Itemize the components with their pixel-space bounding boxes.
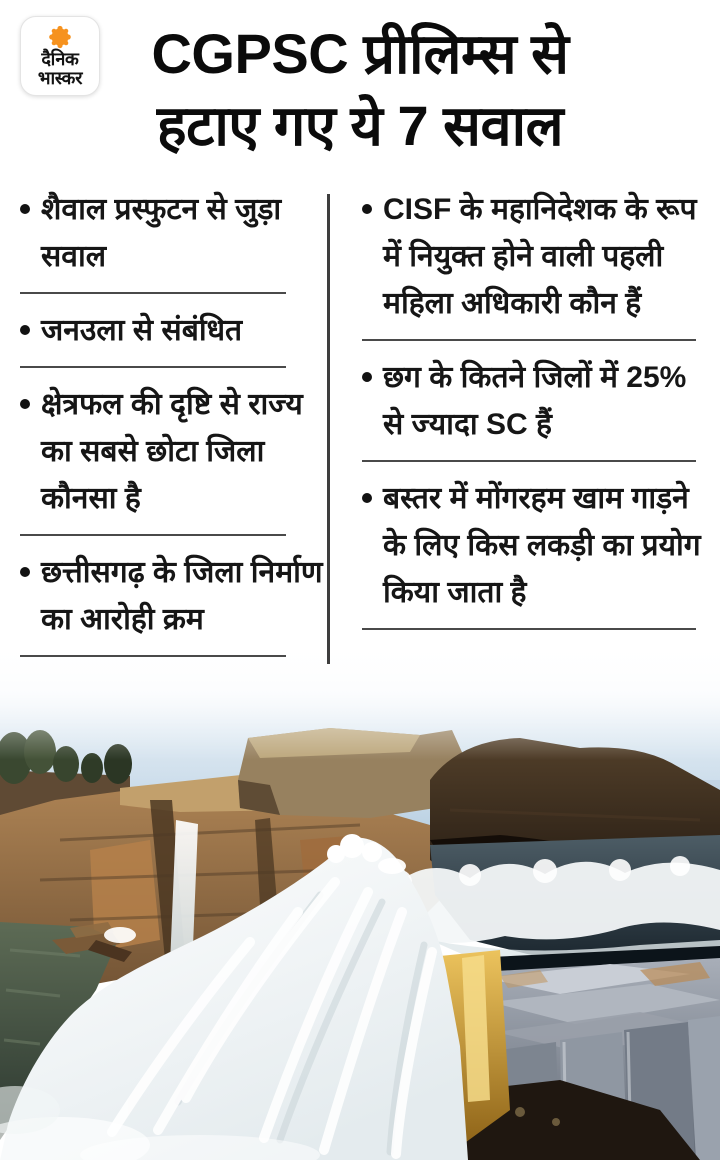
separator-line [362, 628, 696, 630]
question-item [362, 186, 702, 327]
question-text: जनउला से संबंधित [41, 314, 243, 347]
separator-line [20, 292, 286, 294]
title-line1: CGPSC प्रीलिम्स से [151, 22, 569, 85]
question-text: छत्तीसगढ़ के जिला निर्माण का आरोही क्रम [41, 556, 323, 636]
questions-column-left [20, 186, 326, 670]
bullet-icon [362, 372, 372, 382]
bullet-icon [20, 204, 30, 214]
logo-line1: दैनिक [41, 48, 79, 69]
question-text: CISF के महानिदेशक के रूप में नियुक्त होने वाली पहली महिला अधिकारी कौन हैं [383, 193, 697, 320]
question-text: छग के कितने जिलों में 25% से ज्यादा SC हैं [383, 361, 687, 441]
bullet-icon [362, 204, 372, 214]
waterfall-photo [0, 640, 720, 1160]
question-item [20, 549, 326, 643]
question-item [362, 354, 702, 448]
separator-line [20, 366, 286, 368]
question-item [362, 475, 702, 616]
question-item [20, 186, 326, 280]
bullet-icon [20, 567, 30, 577]
column-divider [327, 194, 330, 664]
dainik-bhaskar-logo [20, 16, 100, 96]
question-text: बस्तर में मोंगरहम खाम गाड़ने के लिए किस लकड़ी का प्रयोग किया जाता है [383, 482, 701, 609]
bullet-icon [20, 399, 30, 409]
separator-line [20, 534, 286, 536]
bullet-icon [20, 325, 30, 335]
separator-line [362, 339, 696, 341]
question-item [20, 307, 326, 354]
question-text: शैवाल प्रस्फुटन से जुड़ा सवाल [41, 193, 282, 273]
page-title [88, 18, 632, 162]
sun-icon [47, 25, 73, 49]
question-text: क्षेत्रफल की दृष्टि से राज्य का सबसे छोटा जिला कौनसा है [41, 388, 303, 515]
separator-line [362, 460, 696, 462]
title-line2: हटाए गए ये 7 सवाल [156, 94, 564, 157]
question-item [20, 381, 326, 522]
logo-line2: भास्कर [37, 67, 83, 88]
separator-line [20, 655, 286, 657]
questions-column-right [362, 186, 702, 643]
logo-text [38, 50, 82, 88]
bullet-icon [362, 493, 372, 503]
